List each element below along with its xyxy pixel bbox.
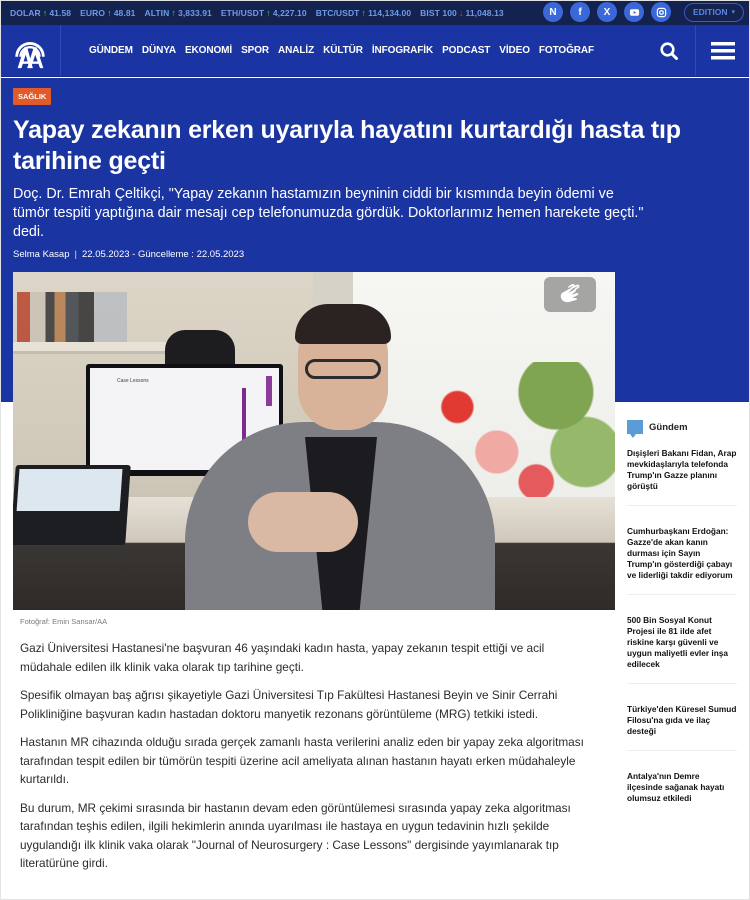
market-ticker-bar <box>0 0 750 25</box>
article-paragraph: Hastanın MR cihazında olduğu sırada gerçek zamanlı hasta verilerini analiz eden bir yapay zeka algoritması tarafından tespit edilen bir tümörün tespiti üzerine acil ameliyata alınan hastanın hayatı erken müdahaleyle kurtarıldı. <box>20 735 584 786</box>
photo-bottles <box>17 292 127 344</box>
arrow-up-icon: ↑ <box>266 7 271 18</box>
edition-dropdown[interactable] <box>684 3 744 22</box>
article-body <box>20 639 595 883</box>
gundem-sidebar <box>627 420 737 837</box>
arrow-down-icon: ↓ <box>458 7 464 18</box>
category-badge[interactable]: SAĞLIK <box>13 88 51 105</box>
nsosyal-icon[interactable] <box>543 2 563 22</box>
sidebar-news-link[interactable]: Dışişleri Bakanı Fidan, Arap mevkidaşlarıyla telefonda Trump'ın Gazze planını görüştü <box>627 448 737 506</box>
photo-shelf <box>13 342 173 354</box>
hamburger-menu-icon <box>711 42 735 60</box>
nav-actions <box>643 25 750 76</box>
instagram-icon[interactable] <box>651 2 671 22</box>
social-links <box>543 2 744 22</box>
nav-item-analiz[interactable]: ANALİZ <box>278 45 315 56</box>
ticker-label: DOLAR <box>10 7 41 18</box>
ticker-label: BIST 100 <box>420 7 457 18</box>
ticker-value: 48.81 <box>113 7 136 18</box>
author-name[interactable]: Selma Kasap <box>13 249 70 260</box>
menu-button[interactable] <box>695 25 750 76</box>
x-icon[interactable] <box>597 2 617 22</box>
article-paragraph: Bu durum, MR çekimi sırasında bir hastanın devam eden görüntülemesi sırasında yapay zeka algoritması tarafından teşhis edilen, ilgili hekimlerin anında uyarılması ile hastaya en uygun tedavinin hızlı şekilde uygulandığı ilk klinik vaka olarak "Journal of Neurosurgery : Case Lessons" dergisinde yayımlanarak tıp literatürüne girdi. <box>20 800 571 870</box>
publish-dates: 22.05.2023 - Güncelleme : 22.05.2023 <box>81 249 245 260</box>
ticker-value: 4,227.10 <box>272 7 307 18</box>
chevron-down-icon: ▾ <box>731 9 735 16</box>
arrow-up-icon: ↑ <box>171 7 176 18</box>
x-glyph: X <box>603 6 611 18</box>
nav-menu <box>61 25 594 76</box>
sidebar-heading-label: Gündem <box>649 421 688 433</box>
aa-logo-icon <box>11 32 49 70</box>
article-title: Yapay zekanın erken uyarıyla hayatını kurtardığı hasta tıp tarihine geçti <box>13 116 681 175</box>
youtube-play-icon <box>629 7 640 18</box>
nsosyal-glyph: N <box>549 6 557 18</box>
ticker-value: 114,134.00 <box>368 7 412 18</box>
nav-item-dunya[interactable]: DÜNYA <box>141 45 176 56</box>
laptop-screen <box>17 469 123 511</box>
ticker-item-eth[interactable] <box>221 8 307 18</box>
ticker-item-altin[interactable] <box>144 8 211 18</box>
edition-label: EDITION <box>693 7 728 17</box>
article-paragraph: Spesifik olmayan baş ağrısı şikayetiyle Gazi Üniversitesi Tıp Fakültesi Hastanesi Beyin ve Sinir Cerrahi Polikliniğine başvuran kadın hastadan doktoru manyetik rezonans görüntüleme (MRG) tetkiki istedi. <box>20 688 558 721</box>
ticker-item-dolar[interactable] <box>10 8 71 18</box>
nav-item-kultur[interactable]: KÜLTÜR <box>323 45 363 56</box>
photo-laptop <box>13 465 131 545</box>
facebook-icon[interactable] <box>570 2 590 22</box>
article-paragraph: Gazi Üniversitesi Hastanesi'ne başvuran 46 yaşındaki kadın hasta, yapay zekanın tespit ettiği ve acil müdahale edilen ilk klinik vaka olarak tıp tarihine geçti. <box>20 641 545 674</box>
arrow-up-icon: ↑ <box>42 7 48 18</box>
photo-person-hands <box>248 492 358 552</box>
speech-bubble-icon <box>627 420 643 434</box>
ticker-item-btc[interactable] <box>316 8 411 18</box>
ticker-value: 11,048.13 <box>465 7 504 18</box>
ticker-list <box>0 8 504 18</box>
nav-item-video[interactable]: VİDEO <box>499 45 530 56</box>
ticker-value: 41.58 <box>49 7 72 18</box>
ticker-label: BTC/USDT <box>315 7 360 18</box>
sidebar-news-link[interactable]: Türkiye'den Küresel Sumud Filosu'na gıda ve ilaç desteği <box>627 704 737 751</box>
nav-item-podcast[interactable]: PODCAST <box>442 45 491 56</box>
facebook-glyph: f <box>578 6 582 18</box>
ticker-value: 3,833.91 <box>178 7 212 18</box>
photo-caption: Fotoğraf: Emin Sansar/AA <box>20 617 108 626</box>
sidebar-news-link[interactable]: Cumhurbaşkanı Erdoğan: Gazze'de akan kanın durması için Sayın Trump'ın gösterdiği çabayı ve liderliği takdir ediyorum <box>627 526 737 595</box>
sidebar-news-link[interactable]: Antalya'nın Demre ilçesinde sağanak hayatı olumsuz etkiledi <box>627 771 725 803</box>
ticker-label: ALTIN <box>144 7 170 18</box>
nav-item-infografik[interactable]: İNFOGRAFİK <box>371 45 434 56</box>
instagram-glyph-icon <box>656 7 667 18</box>
sidebar-news-link[interactable]: 500 Bin Sosyal Konut Projesi ile 81 ilde afet riskine karşı güvenli ve uygun maliyetli evler inşa edilecek <box>627 615 737 684</box>
article-photo[interactable] <box>13 272 615 610</box>
screen-bar <box>266 376 272 406</box>
ticker-label: EURO <box>80 7 106 18</box>
ticker-label: ETH/USDT <box>220 7 265 18</box>
photo-person-glasses <box>305 359 381 379</box>
youtube-icon[interactable] <box>624 2 644 22</box>
monitor-screen-text: Case Lessons <box>117 378 149 384</box>
sign-language-button[interactable] <box>544 277 596 312</box>
photo-person-hair <box>295 304 391 344</box>
article-lead: Doç. Dr. Emrah Çeltikçi, "Yapay zekanın hastamızın beyninin ciddi bir kısmında beyin ödemi ve tümör tespiti yaptığına dair mesajı cep telefonumuzda gördük. Doktorlarımız hemen harekete geçti." dedi. <box>13 186 644 240</box>
arrow-up-icon: ↑ <box>361 7 367 18</box>
ticker-item-euro[interactable] <box>80 8 135 18</box>
byline-separator: | <box>74 249 77 260</box>
nav-item-fotograf[interactable]: FOTOĞRAF <box>538 45 595 56</box>
article-byline <box>13 249 244 260</box>
sidebar-heading <box>627 420 737 434</box>
search-button[interactable] <box>643 25 695 76</box>
aa-logo[interactable] <box>0 25 61 76</box>
nav-item-gundem[interactable]: GÜNDEM <box>89 45 133 56</box>
ticker-item-bist[interactable] <box>420 8 504 18</box>
sign-language-icon <box>557 284 583 306</box>
arrow-up-icon: ↑ <box>107 7 112 18</box>
search-icon <box>659 41 679 61</box>
nav-item-spor[interactable]: SPOR <box>241 45 270 56</box>
nav-item-ekonomi[interactable]: EKONOMİ <box>184 45 233 56</box>
main-navigation <box>0 25 750 77</box>
